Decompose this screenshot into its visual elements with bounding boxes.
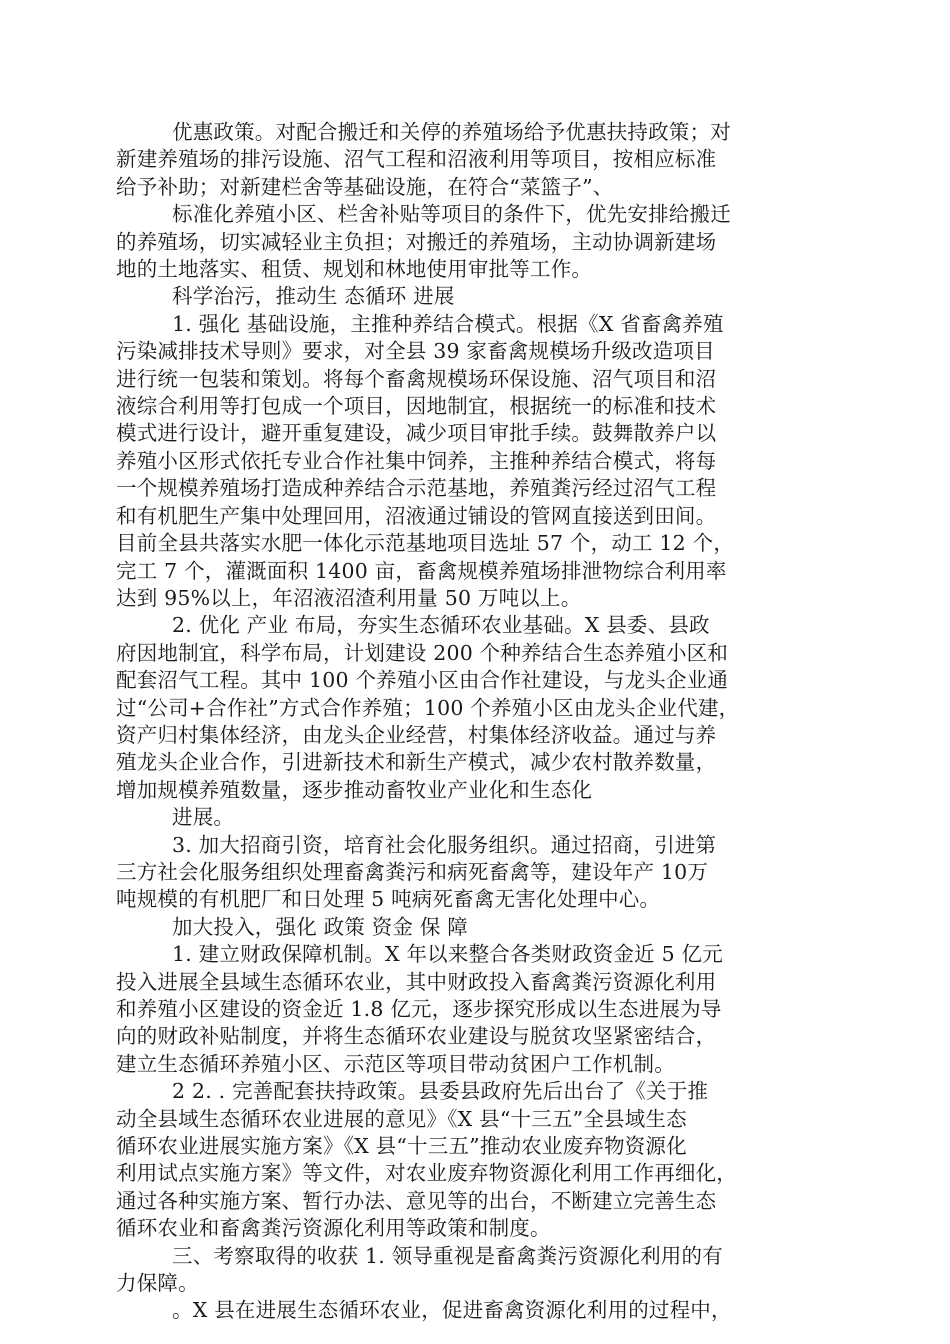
text-line: 循环农业进展实施方案》《X 县“十三五”推动农业废弃物资源化 [116,1134,687,1159]
text-line: 三方社会化服务组织处理畜禽粪污和病死畜禽等，建设年产 10万 [116,859,709,884]
text-line: 动全县域生态循环农业进展的意见》《X 县“十三五”全县域生态 [116,1106,687,1131]
text-line: 向的财政补贴制度，并将生态循环农业建设与脱贫攻坚紧密结合， [116,1024,717,1049]
paragraph-preferential-policy [116,119,836,201]
paragraph-infrastructure [116,311,836,612]
section-heading: 加大投入，强化 政策 资金 保 障 [172,914,468,939]
text-line: 地的土地落实、租赁、规划和林地使用审批等工作。 [116,257,593,282]
text-line: 完工 7 个，灌溉面积 1400 亩，畜禽规模养殖场排泄物综合利用率 [116,558,727,583]
text-line: 和有机肥生产集中处理回用，沼液通过铺设的管网直接送到田间。 [116,503,717,528]
paragraph-county-progress [116,1297,836,1324]
paragraph-continuation [116,804,836,831]
text-line: 养殖小区形式依托专业合作社集中饲养，主推种养结合模式，将每 [116,448,717,473]
text-line: 目前全县共落实水肥一体化示范基地项目选址 57 个，动工 12 个， [116,531,735,556]
text-line: 建立生态循环养殖小区、示范区等项目带动贫困户工作机制。 [116,1051,675,1076]
text-line: 一个规模养殖场打造成种养结合示范基地，养殖粪污经过沼气工程 [116,476,717,501]
text-line: 2. 优化 产业 布局，夯实生态循环农业基础。X 县委、县政 [172,613,710,638]
section-heading: 科学治污，推动生 态循环 进展 [172,284,455,309]
text-line: 通过各种实施方案、暂行办法、意见等的出台，不断建立完善生态 [116,1188,717,1213]
text-line: 2 2. . 完善配套扶持政策。县委县政府先后出台了《关于推 [172,1079,709,1104]
text-line: 和养殖小区建设的资金近 1.8 亿元，逐步探究形成以生态进展为导 [116,997,722,1021]
section-heading-scientific-pollution-control [116,283,836,310]
text-line: 达到 95%以上，年沼液沼渣利用量 50 万吨以上。 [116,585,582,610]
text-line: 三、考察取得的收获 1. 领导重视是畜禽粪污资源化利用的有 [172,1243,723,1268]
paragraph-findings [116,1243,836,1298]
text-line: 新建养殖场的排污设施、沼气工程和沼液利用等项目，按相应标准 [116,147,717,172]
text-line: 进展。 [172,805,235,830]
text-line: 吨规模的有机肥厂和日处理 5 吨病死畜禽无害化处理中心。 [116,887,661,912]
paragraph-financial-mechanism [116,941,836,1078]
text-line: 1. 建立财政保障机制。X 年以来整合各类财政资金近 5 亿元 [172,942,723,967]
text-line: 府因地制宜，科学布局，计划建设 200 个种养结合生态养殖小区和 [116,640,729,665]
text-line: 投入进展全县域生态循环农业，其中财政投入畜禽粪污资源化利用 [116,969,717,994]
paragraph-supporting-policies [116,1078,836,1242]
text-line: 利用试点实施方案》等文件，对农业废弃物资源化利用工作再细化， [116,1161,737,1186]
text-line: 1. 强化 基础设施，主推种养结合模式。根据《X 省畜禽养殖 [172,311,724,336]
paragraph-industry-layout [116,612,836,804]
text-line: 标准化养殖小区、栏舍补贴等项目的条件下，优先安排给搬迁 [172,202,731,227]
text-line: 液综合利用等打包成一个项目，因地制宜，根据统一的标准和技术 [116,394,717,419]
text-line: 力保障。 [116,1271,199,1296]
text-line: 进行统一包装和策划。将每个畜禽规模场环保设施、沼气项目和沼 [116,366,717,391]
text-line: 模式进行设计，避开重复建设，减少项目审批手续。鼓舞散养户以 [116,421,717,446]
text-line: 3. 加大招商引资，培育社会化服务组织。通过招商，引进第 [172,832,717,857]
text-line: 殖龙头企业合作，引进新技术和新生产模式，减少农村散养数量， [116,750,717,775]
text-line: 优惠政策。对配合搬迁和关停的养殖场给予优惠扶持政策；对 [172,120,731,144]
text-line: 。X 县在进展生态循环农业，促进畜禽资源化利用的过程中， [172,1298,732,1323]
text-line: 过“公司+合作社”方式合作养殖；100 个养殖小区由龙头企业代建， [116,695,740,720]
document-body [116,119,836,1325]
paragraph-investment-attraction [116,832,836,914]
section-heading-funding-guarantee [116,914,836,941]
text-line: 配套沼气工程。其中 100 个养殖小区由合作社建设，与龙头企业通 [116,668,729,693]
text-line: 给予补助；对新建栏舍等基础设施，在符合“菜篮子”、 [116,174,614,199]
paragraph-standardized-farming [116,201,836,283]
text-line: 循环农业和畜禽粪污资源化利用等政策和制度。 [116,1216,551,1241]
text-line: 增加规模养殖数量，逐步推动畜牧业产业化和生态化 [116,777,593,802]
text-line: 污染减排技术导则》要求，对全县 39 家畜禽规模场升级改造项目 [116,339,715,364]
text-line: 资产归村集体经济，由龙头企业经营，村集体经济收益。通过与养 [116,722,717,747]
text-line: 的养殖场，切实减轻业主负担；对搬迁的养殖场，主动协调新建场 [116,229,717,254]
